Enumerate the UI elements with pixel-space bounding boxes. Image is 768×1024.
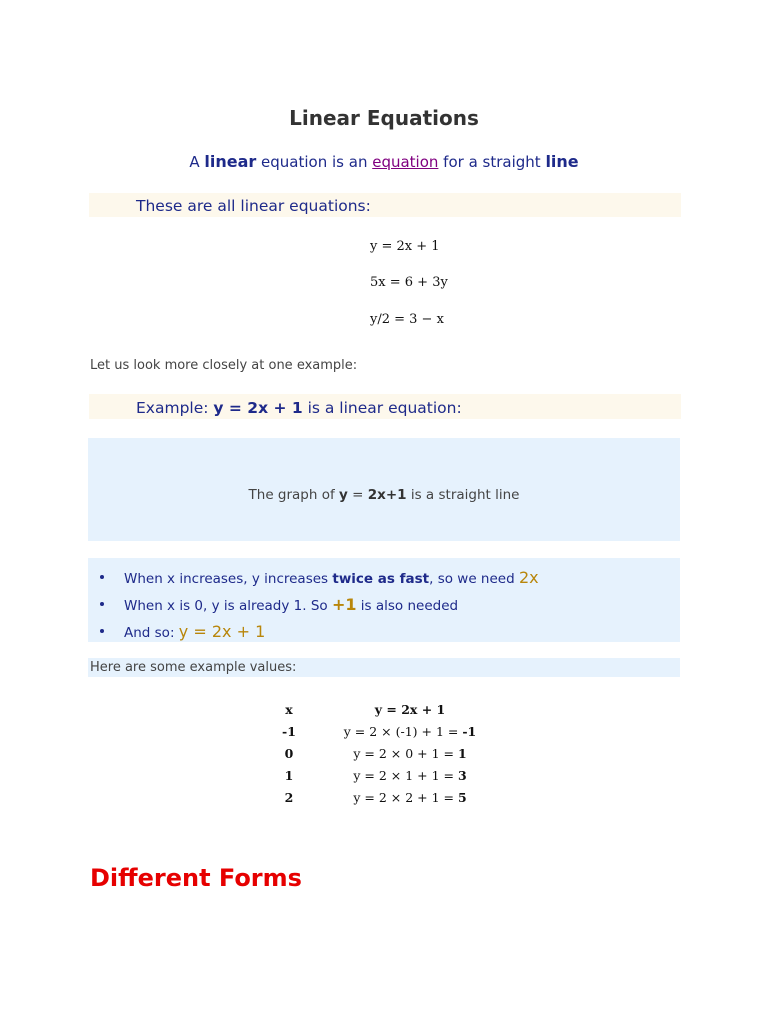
b2-gold: +1 [331, 595, 357, 614]
intro-line-word: line [545, 152, 579, 171]
graph-prefix: The graph of [248, 487, 340, 503]
cell-y [312, 764, 508, 786]
cell-result: 5 [457, 789, 467, 805]
cell-y [312, 786, 508, 808]
intro-linear-word: linear [204, 152, 257, 171]
bullet-icon [100, 575, 104, 579]
graph-box [88, 438, 680, 541]
closer-look-paragraph: Let us look more closely at one example: [90, 358, 358, 373]
graph-caption [88, 487, 680, 503]
cell-expr: y = 2 × 2 + 1 = [353, 789, 458, 805]
linear-equations-band: These are all linear equations: [89, 193, 681, 217]
equation-link[interactable]: equation [372, 153, 439, 171]
cell-result: 1 [457, 745, 467, 761]
intro-prefix: A [189, 153, 205, 171]
intro-sentence [0, 152, 768, 171]
list-item-text [124, 568, 539, 587]
example-prefix: Example: [136, 399, 214, 417]
cell-y [312, 742, 508, 764]
table-header-row [266, 698, 508, 720]
intro-suffix: for a straight [438, 153, 546, 171]
table-row [266, 720, 508, 742]
page-title: Linear Equations [289, 106, 479, 130]
equation-2: 5x = 6 + 3y [370, 275, 448, 290]
b1-mid: , so we need [429, 571, 519, 587]
table-row [266, 742, 508, 764]
graph-eq: = [347, 487, 368, 503]
graph-expr: 2x+1 [367, 487, 407, 503]
cell-x: 0 [284, 745, 294, 761]
b2-prefix: When x is 0, y is already 1. So [124, 598, 332, 614]
cell-y [312, 720, 508, 742]
list-item-text [124, 595, 458, 614]
table-row [266, 764, 508, 786]
b3-prefix: And so: [124, 625, 179, 641]
different-forms-heading: Different Forms [90, 864, 302, 892]
cell-result: -1 [462, 723, 477, 739]
header-x: x [285, 701, 293, 717]
b1-prefix: When x increases, y increases [124, 571, 333, 587]
example-suffix: is a linear equation: [302, 399, 462, 417]
b3-gold: y = 2x + 1 [178, 622, 266, 641]
intro-middle: equation is an [256, 153, 373, 171]
graph-y: y [339, 487, 348, 503]
header-y: y = 2x + 1 [374, 701, 446, 717]
cell-x: 2 [284, 789, 294, 805]
graph-suffix: is a straight line [406, 487, 520, 503]
bullet-icon [100, 602, 104, 606]
cell-expr: y = 2 × 1 + 1 = [353, 767, 458, 783]
b2-suffix: is also needed [356, 598, 459, 614]
cell-x: -1 [282, 723, 296, 739]
equation-3: y/2 = 3 − x [370, 312, 444, 327]
example-values-intro: Here are some example values: [88, 658, 680, 677]
explanation-list-box [88, 558, 680, 642]
example-band [89, 394, 681, 419]
bullet-icon [100, 629, 104, 633]
values-table [266, 698, 508, 808]
list-item-text [124, 622, 265, 641]
b1-gold: 2x [518, 568, 539, 587]
cell-expr: y = 2 × 0 + 1 = [353, 745, 458, 761]
cell-x: 1 [284, 767, 294, 783]
cell-result: 3 [457, 767, 467, 783]
example-equation: y = 2x + 1 [213, 399, 303, 417]
cell-expr: y = 2 × (-1) + 1 = [343, 723, 463, 739]
b1-bold: twice as fast [332, 571, 430, 587]
equation-1: y = 2x + 1 [370, 239, 440, 254]
table-row [266, 786, 508, 808]
